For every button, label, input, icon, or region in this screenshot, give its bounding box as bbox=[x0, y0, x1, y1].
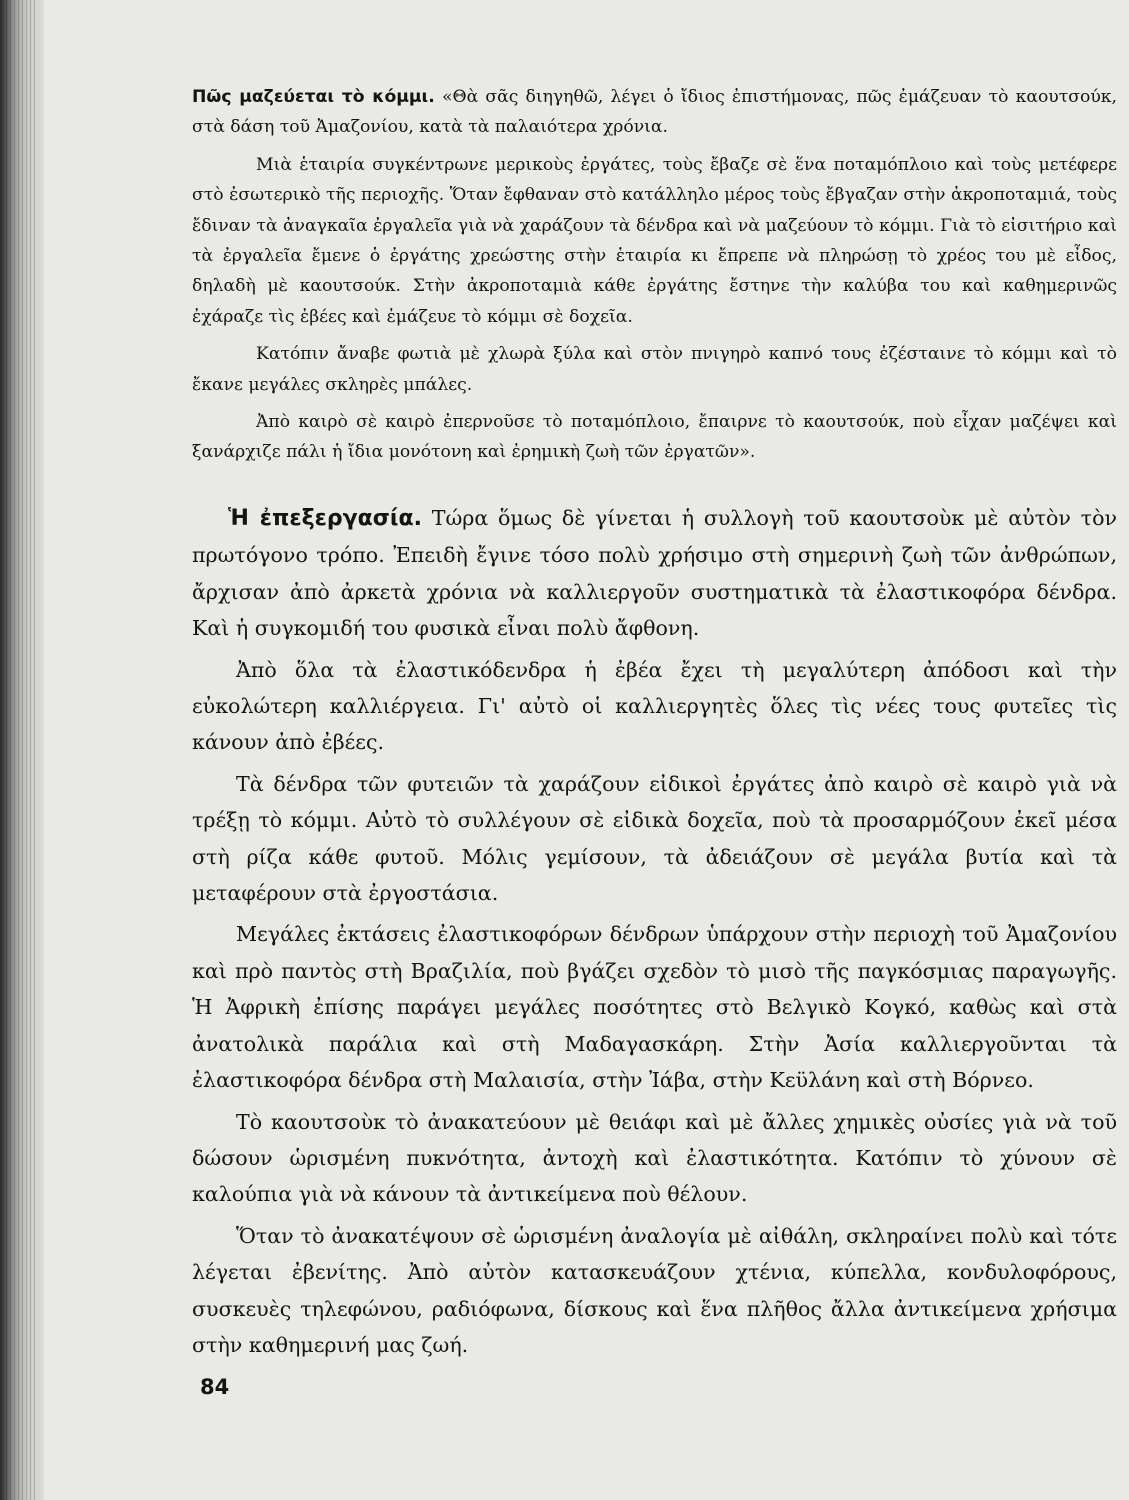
section-heading: Ἡ ἐπεξεργασία. bbox=[228, 506, 422, 531]
page-number: 84 bbox=[200, 1375, 230, 1400]
paragraph: Κατόπιν ἄναβε φωτιὰ μὲ χλωρὰ ξύλα καὶ στὸν πνιγηρὸ καπνό τους ἐζέσταινε τὸ κόμμι καὶ τὸ ἔκανε μεγάλες σκληρὲς μπάλες. bbox=[192, 344, 1117, 395]
book-page-edge bbox=[0, 0, 44, 1500]
paragraph: Τὸ καουτσοὺκ τὸ ἀνακατεύουν μὲ θειάφι καὶ μὲ ἄλλες χημικὲς οὐσίες γιὰ νὰ τοῦ δώσουν ὡρισμένη πυκνότητα, ἀντοχὴ καὶ ἐλαστικότητα. Κατόπιν τὸ χύνουν σὲ καλούπια γιὰ νὰ κάνουν τὰ ἀντικείμενα ποὺ θέλουν. bbox=[192, 1109, 1117, 1207]
paragraph: Μιὰ ἑταιρία συγκέντρωνε μερικοὺς ἐργάτες, τοὺς ἔβαζε σὲ ἕνα ποταμόπλοιο καὶ τοὺς μετέφερε στὸ ἐσωτερικὸ τῆς περιοχῆς. Ὅταν ἔφθαναν στὸ κατάλληλο μέρος τοὺς ἔβγαζαν στὴν ἀκροποταμιά, τοὺς ἔδιναν τὰ ἀναγκαῖα ἐργαλεῖα γιὰ νὰ χαράζουν τὰ δένδρα καὶ νὰ μαζεύουν τὸ κόμμι. Γιὰ τὸ εἰσιτήριο καὶ τὰ ἐργαλεῖα ἔμενε ὁ ἐργάτης χρεώστης στὴν ἑταιρία κι ἔπρεπε νὰ πληρώσῃ τὸ χρέος του μὲ εἶδος, δηλαδὴ μὲ καουτσούκ. Στὴν ἀκροποταμιὰ κάθε ἐργάτης ἔστηνε τὴν καλύβα του καὶ καθημερινῶς ἐχάραζε τὶς ἐβέες καὶ ἐμάζευε τὸ κόμμι σὲ δοχεῖα. bbox=[192, 154, 1117, 327]
paragraph: Πῶς μαζεύεται τὸ κόμμι. «Θὰ σᾶς διηγηθῶ, λέγει ὁ ἴδιος ἐπιστήμονας, πῶς ἐμάζευαν τὸ καουτσούκ, στὰ δάση τοῦ Ἀμαζονίου, κατὰ τὰ παλαιότερα χρόνια. bbox=[192, 87, 1117, 138]
paragraph: Μεγάλες ἐκτάσεις ἐλαστικοφόρων δένδρων ὑπάρχουν στὴν περιοχὴ τοῦ Ἀμαζονίου καὶ πρὸ παντὸς στὴ Βραζιλία, ποὺ βγάζει σχεδὸν τὸ μισὸ τῆς παγκόσμιας παραγωγῆς. Ἡ Ἀφρικὴ ἐπίσης παράγει μεγάλες ποσότητες στὸ Βελγικὸ Κογκό, καθὼς καὶ στὰ ἀνατολικὰ παράλια καὶ στὴ Μαδαγασκάρη. Στὴν Ἀσία καλλιεργοῦνται τὰ ἐλαστικοφόρα δένδρα στὴ Μαλαισία, στὴν Ἰάβα, στὴν Κεϋλάνη καὶ στὴ Βόρνεο. bbox=[192, 922, 1117, 1093]
section-heading: Πῶς μαζεύεται τὸ κόμμι. bbox=[192, 87, 435, 107]
paragraph: Τὰ δένδρα τῶν φυτειῶν τὰ χαράζουν εἰδικοὶ ἐργάτες ἀπὸ καιρὸ σὲ καιρὸ γιὰ νὰ τρέξῃ τὸ κόμμι. Αὐτὸ τὸ συλλέγουν σὲ εἰδικὰ δοχεῖα, ποὺ τὰ προσαρμόζουν ἐκεῖ μέσα στὴ ρίζα κάθε φυτοῦ. Μόλις γεμίσουν, τὰ ἀδειάζουν σὲ μεγάλα βυτία καὶ τὰ μεταφέρουν στὰ ἐργοστάσια. bbox=[192, 771, 1117, 906]
paragraph: Ὅταν τὸ ἀνακατέψουν σὲ ὡρισμένη ἀναλογία μὲ αἰθάλη, σκληραίνει πολὺ καὶ τότε λέγεται ἐβενίτης. Ἀπὸ αὐτὸν κατασκευάζουν χτένια, κύπελλα, κονδυλοφόρους, συσκευὲς τηλεφώνου, ραδιόφωνα, δίσκους καὶ ἕνα πλῆθος ἄλλα ἀντικείμενα χρήσιμα στὴν καθημερινή μας ζωή. bbox=[192, 1223, 1117, 1357]
section-gathering bbox=[192, 82, 1117, 468]
paragraph: Ἡ ἐπεξεργασία. Τώρα ὅμως δὲ γίνεται ἡ συλλογὴ τοῦ καουτσοὺκ μὲ αὐτὸν τὸν πρωτόγονο τρόπο. Ἐπειδὴ ἔγινε τόσο πολὺ χρήσιμο στὴ σημερινὴ ζωὴ τῶν ἀνθρώπων, ἄρχισαν ἀπὸ ἀρκετὰ χρόνια νὰ καλλιεργοῦν συστηματικὰ τὰ ἐλαστικοφόρα δένδρα. Καὶ ἡ συγκομιδή του φυσικὰ εἶναι πολὺ ἄφθονη. bbox=[192, 506, 1117, 641]
section-processing bbox=[192, 500, 1117, 1399]
paragraph: Ἀπὸ ὅλα τὰ ἐλαστικόδενδρα ἡ ἐβέα ἔχει τὴ μεγαλύτερη ἀπόδοσι καὶ τὴν εὐκολώτερη καλλιέργεια. Γι' αὐτὸ οἱ καλλιεργητὲς ὅλες τὶς νέες τους φυτεῖες τὶς κάνουν ἀπὸ ἐβέες. bbox=[192, 657, 1117, 755]
page-edge-lines bbox=[6, 0, 36, 1500]
paragraph: Ἀπὸ καιρὸ σὲ καιρὸ ἐπερνοῦσε τὸ ποταμόπλοιο, ἔπαιρνε τὸ καουτσούκ, ποὺ εἶχαν μαζέψει καὶ ξανάρχιζε πάλι ἡ ἴδια μονότονη καὶ ἐρημικὴ ζωὴ τῶν ἐργατῶν». bbox=[192, 412, 1117, 463]
